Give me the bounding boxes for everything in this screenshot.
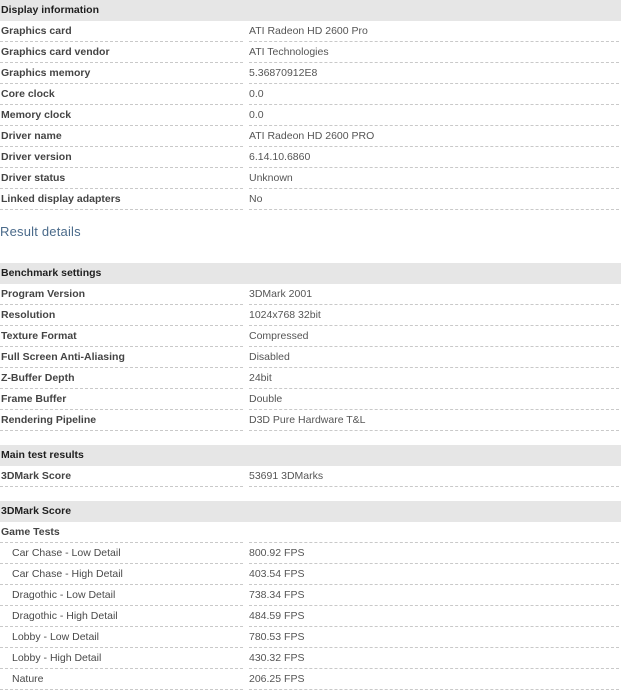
row-value: 3DMark 2001 bbox=[249, 284, 619, 305]
table-row bbox=[0, 410, 621, 431]
row-label: Dragothic - High Detail bbox=[0, 606, 243, 627]
score-section-header: 3DMark Score bbox=[0, 501, 621, 522]
row-label: Resolution bbox=[0, 305, 243, 326]
table-row bbox=[0, 627, 621, 648]
row-label: Dragothic - Low Detail bbox=[0, 585, 243, 606]
table-row bbox=[0, 648, 621, 669]
table-row bbox=[0, 126, 621, 147]
table-row bbox=[0, 347, 621, 368]
row-value: ATI Radeon HD 2600 PRO bbox=[249, 126, 619, 147]
table-row bbox=[0, 63, 621, 84]
display-info-header: Display information bbox=[0, 0, 621, 21]
row-label: Driver version bbox=[0, 147, 243, 168]
row-value: Compressed bbox=[249, 326, 619, 347]
row-label: Driver name bbox=[0, 126, 243, 147]
main-test-results-header: Main test results bbox=[0, 445, 621, 466]
row-label: Z-Buffer Depth bbox=[0, 368, 243, 389]
row-label: Driver status bbox=[0, 168, 243, 189]
row-value: No bbox=[249, 189, 619, 210]
row-label: Lobby - High Detail bbox=[0, 648, 243, 669]
row-value: 53691 3DMarks bbox=[249, 466, 619, 487]
row-label: Rendering Pipeline bbox=[0, 410, 243, 431]
table-row bbox=[0, 543, 621, 564]
row-value bbox=[249, 522, 619, 543]
table-row bbox=[0, 389, 621, 410]
row-value: 1024x768 32bit bbox=[249, 305, 619, 326]
table-row bbox=[0, 669, 621, 690]
row-label: Linked display adapters bbox=[0, 189, 243, 210]
row-label: Texture Format bbox=[0, 326, 243, 347]
row-value: 403.54 FPS bbox=[249, 564, 619, 585]
row-label: Car Chase - High Detail bbox=[0, 564, 243, 585]
row-value: 780.53 FPS bbox=[249, 627, 619, 648]
row-value: 6.14.10.6860 bbox=[249, 147, 619, 168]
table-row bbox=[0, 189, 621, 210]
row-label: Memory clock bbox=[0, 105, 243, 126]
row-label: Graphics card vendor bbox=[0, 42, 243, 63]
benchmark-settings-header: Benchmark settings bbox=[0, 263, 621, 284]
table-row bbox=[0, 522, 621, 543]
row-value: Double bbox=[249, 389, 619, 410]
row-value: 0.0 bbox=[249, 84, 619, 105]
row-value: 484.59 FPS bbox=[249, 606, 619, 627]
table-row bbox=[0, 84, 621, 105]
row-value: D3D Pure Hardware T&L bbox=[249, 410, 619, 431]
table-row bbox=[0, 564, 621, 585]
table-row bbox=[0, 466, 621, 487]
row-label: Nature bbox=[0, 669, 243, 690]
row-label: 3DMark Score bbox=[0, 466, 243, 487]
group-label: Game Tests bbox=[0, 522, 243, 543]
row-value: 24bit bbox=[249, 368, 619, 389]
row-value: 800.92 FPS bbox=[249, 543, 619, 564]
table-row bbox=[0, 368, 621, 389]
row-value: 206.25 FPS bbox=[249, 669, 619, 690]
row-value: 430.32 FPS bbox=[249, 648, 619, 669]
table-row bbox=[0, 305, 621, 326]
table-row bbox=[0, 585, 621, 606]
row-value: Disabled bbox=[249, 347, 619, 368]
row-label: Lobby - Low Detail bbox=[0, 627, 243, 648]
row-label: Graphics card bbox=[0, 21, 243, 42]
result-details-title: Result details bbox=[0, 224, 81, 239]
row-value: 738.34 FPS bbox=[249, 585, 619, 606]
table-row bbox=[0, 42, 621, 63]
row-label: Frame Buffer bbox=[0, 389, 243, 410]
row-label: Car Chase - Low Detail bbox=[0, 543, 243, 564]
table-row bbox=[0, 168, 621, 189]
row-value: Unknown bbox=[249, 168, 619, 189]
row-label: Full Screen Anti-Aliasing bbox=[0, 347, 243, 368]
row-label: Program Version bbox=[0, 284, 243, 305]
row-value: ATI Technologies bbox=[249, 42, 619, 63]
row-value: ATI Radeon HD 2600 Pro bbox=[249, 21, 619, 42]
row-value: 5.36870912E8 bbox=[249, 63, 619, 84]
table-row bbox=[0, 284, 621, 305]
table-row bbox=[0, 105, 621, 126]
table-row bbox=[0, 147, 621, 168]
row-value: 0.0 bbox=[249, 105, 619, 126]
table-row bbox=[0, 326, 621, 347]
row-label: Graphics memory bbox=[0, 63, 243, 84]
table-row bbox=[0, 606, 621, 627]
row-label: Core clock bbox=[0, 84, 243, 105]
table-row bbox=[0, 21, 621, 42]
